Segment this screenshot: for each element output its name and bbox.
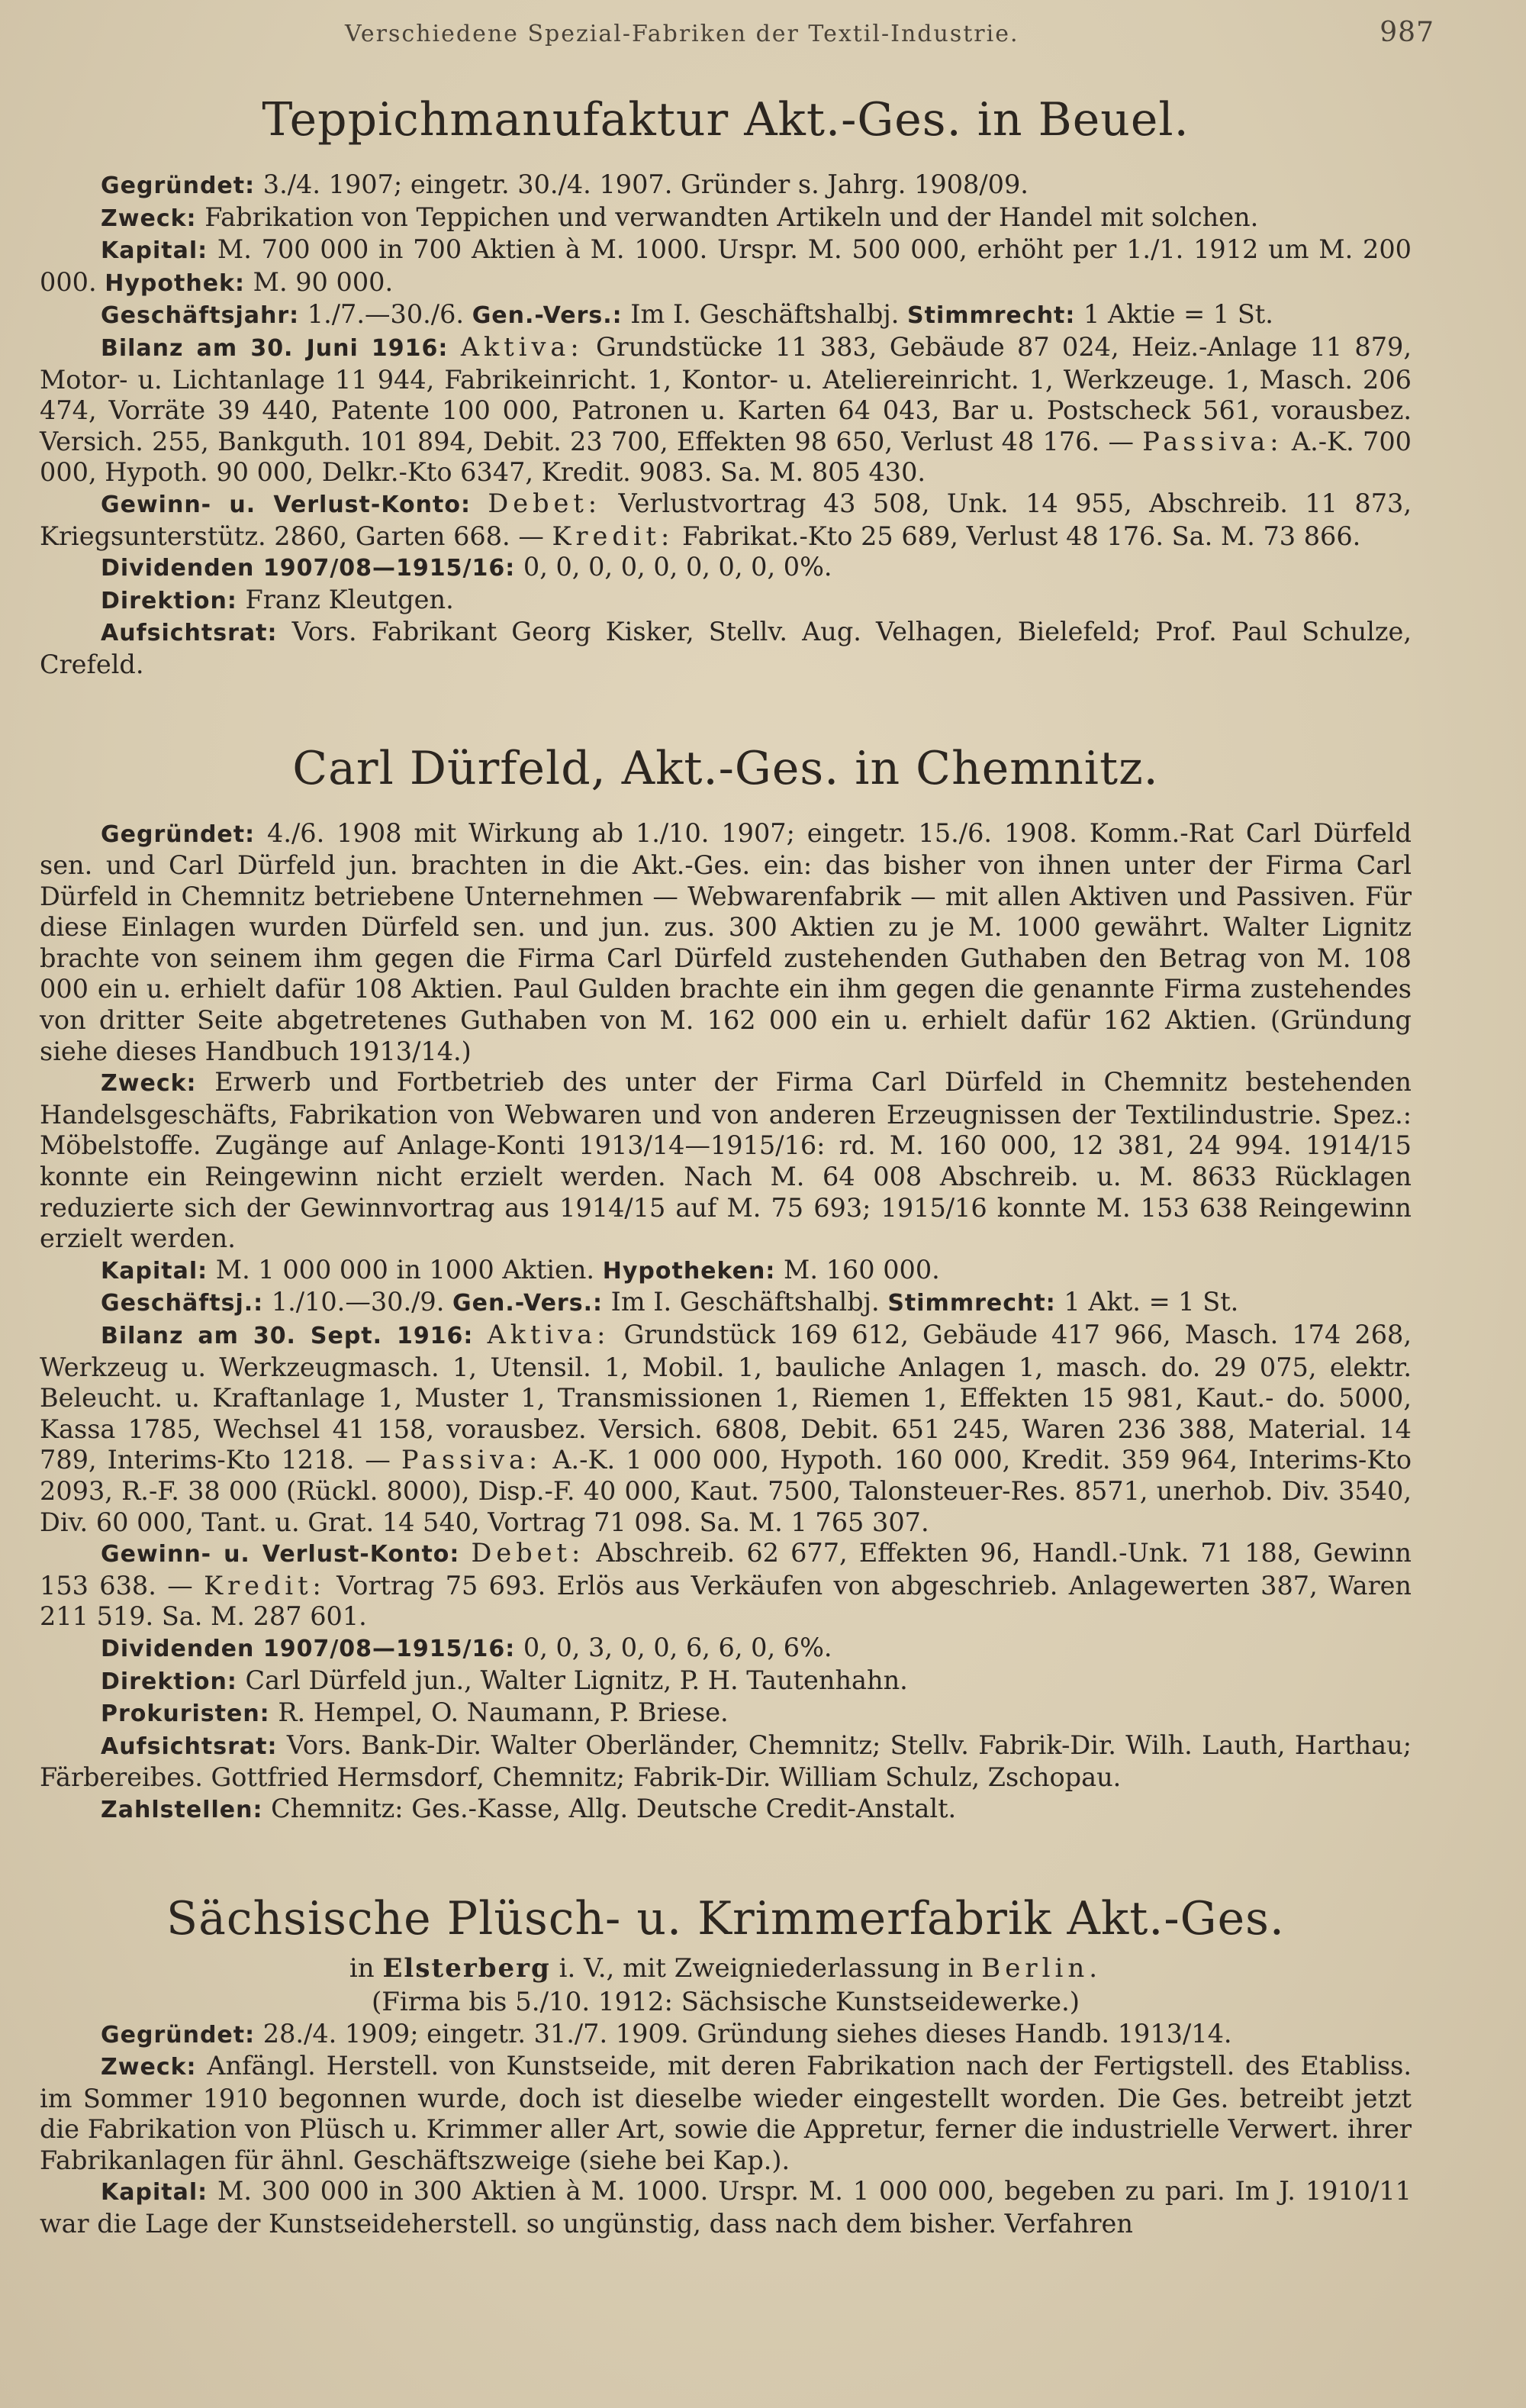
fiscal-year-paragraph: Geschäftsj.: 1./10.—30./9. Gen.-Vers.: Im I. Geschäftshalbj. Stimmrecht: 1 Akt. = 1 St. (101, 1287, 1239, 1317)
purpose-paragraph: Zweck: Erwerb und Fortbetrieb des unter der Firma Carl Dürfeld in Chemnitz bestehenden Handelsgeschäfts, Fabrikation von Webwaren und von anderen Erzeugnissen der Textilindustrie. Spez.: Möbelstoffe. Zugänge auf Anlage-Konti 1913/14—1915/16: rd. M. 160 000, 12 381, 24 994. 1914/15 konnte ein Reingewinn nicht erzielt werden. Nach M. 64 008 Abschreib. u. M. 8633 Rücklagen reduzierte sich der Gewinnvortrag aus 1914/15 auf M. 75 693; 1915/16 konnte M. 153 638 Reingewinn erzielt werden. (40, 1067, 1412, 1254)
capital-paragraph: Kapital: M. 1 000 000 in 1000 Aktien. Hypotheken: M. 160 000. (101, 1254, 940, 1285)
management-paragraph: Direktion: Franz Kleutgen. (101, 584, 454, 614)
company-entry-saechsische-pluesch (40, 1892, 1412, 2240)
section-title: Teppichmanufaktur Akt.-Ges. in Beuel. (262, 93, 1190, 147)
founded-paragraph: Gegründet: 28./4. 1909; eingetr. 31./7. 1909. Gründung siehes dieses Handb. 1913/14. (101, 2018, 1232, 2049)
section-title: Carl Dürfeld, Akt.-Ges. in Chemnitz. (292, 741, 1159, 795)
balance-paragraph: Bilanz am 30. Sept. 1916: Aktiva: Grundstück 169 612, Gebäude 417 966, Masch. 174 268, Werkzeug u. Werkzeugmasch. 1, Utensil. 1, Mobil. 1, bauliche Anlagen 1, masch. do. 29 075, elektr. Beleucht. u. Kraftanlage 1, Muster 1, Transmissionen 1, Riemen 1, Effekten 15 981, Kaut.- do. 5000, Kassa 1785, Wechsel 41 158, vorausbez. Versich. 6808, Debit. 651 245, Waren 236 388, Material. 14 789, Interims-Kto 1218. — Passiva: A.-K. 1 000 000, Hypoth. 160 000, Kredit. 359 964, Interims-Kto 2093, R.-F. 38 000 (Rückl. 8000), Disp.-F. 40 000, Kaut. 7500, Talonsteuer-Res. 8571, unerhob. Div. 3540, Div. 60 000, Tant. u. Grat. 14 540, Vortrag 71 098. Sa. M. 1 765 307. (40, 1320, 1412, 1537)
running-header (40, 17, 1434, 53)
section-title: Sächsische Plüsch- u. Krimmerfabrik Akt.-Ges. (166, 1891, 1285, 1945)
dividends-paragraph: Dividenden 1907/08—1915/16: 0, 0, 0, 0, 0, 0, 0, 0, 0%. (101, 552, 832, 582)
profit-loss-paragraph: Gewinn- u. Verlust-Konto: Debet: Verlustvortrag 43 508, Unk. 14 955, Abschreib. 11 873, Kriegsunterstütz. 2860, Garten 668. — Kredit: Fabrikat.-Kto 25 689, Verlust 48 176. Sa. M. 73 866. (40, 488, 1412, 551)
company-entry-carl-duerfeld (40, 742, 1412, 1826)
founded-paragraph: Gegründet: 4./6. 1908 mit Wirkung ab 1./10. 1907; eingetr. 15./6. 1908. Komm.-Rat Carl Dürfeld sen. und Carl Dürfeld jun. brachten in die Akt.-Ges. ein: das bisher von ihnen unter der Firma Carl Dürfeld in Chemnitz betriebene Unternehmen — Webwarenfabrik — mit allen Aktiven und Passiven. Für diese Einlagen wurden Dürfeld sen. und jun. zus. 300 Aktien zu je M. 1000 gewährt. Walter Lignitz brachte von seinem ihm gegen die Firma Carl Dürfeld zustehenden Guthaben den Betrag von M. 108 000 ein u. erhielt dafür 108 Aktien. Paul Gulden brachte ein ihm gegen die genannte Firma zustehendes von dritter Seite abgetretenes Guthaben von M. 162 000 ein u. erhielt dafür 162 Aktien. (Gründung siehe dieses Handbuch 1913/14.) (40, 817, 1412, 1066)
purpose-paragraph: Zweck: Anfängl. Herstell. von Kunstseide, mit deren Fabrikation nach der Fertigstell. des Etabliss. im Sommer 1910 begonnen wurde, doch ist dieselbe wieder eingestellt worden. Die Ges. betreibt jetzt die Fabrikation von Plüsch u. Krimmer aller Art, sowie die Appretur, ferner die industrielle Verwert. ihrer Fabrikanlagen für ähnl. Geschäftszweige (siehe bei Kap.). (40, 2051, 1412, 2175)
supervisory-board-paragraph: Aufsichtsrat: Vors. Bank-Dir. Walter Oberländer, Chemnitz; Stellv. Fabrik-Dir. Wilh. Lauth, Harthau; Färbereibes. Gottfried Hermsdorf, Chemnitz; Fabrik-Dir. William Schulz, Zschopau. (40, 1729, 1412, 1793)
balance-paragraph: Bilanz am 30. Juni 1916: Aktiva: Grundstücke 11 383, Gebäude 87 024, Heiz.-Anlage 11 879, Motor- u. Lichtanlage 11 944, Fabrikeinricht. 1, Kontor- u. Ateliereinricht. 1, Werkzeuge. 1, Masch. 206 474, Vorräte 39 440, Patente 100 000, Patronen u. Karten 64 043, Bar u. Postscheck 561, vorausbez. Versich. 255, Bankguth. 101 894, Debit. 23 700, Effekten 98 650, Verlust 48 176. — Passiva: A.-K. 700 000, Hypoth. 90 000, Delkr.-Kto 6347, Kredit. 9083. Sa. M. 805 430. (40, 331, 1412, 488)
purpose-paragraph: Zweck: Fabrikation von Teppichen und verwandten Artikeln und der Handel mit solchen. (101, 201, 1259, 232)
supervisory-board-paragraph: Aufsichtsrat: Vors. Fabrikant Georg Kisker, Stellv. Aug. Velhagen, Bielefeld; Prof. Paul Schulze, Crefeld. (40, 617, 1412, 679)
location-line: in Elsterberg i. V., mit Zweigniederlassung in Berlin. (349, 1952, 1103, 1984)
dividends-paragraph: Dividenden 1907/08—1915/16: 0, 0, 3, 0, 0, 6, 6, 0, 6%. (101, 1632, 832, 1662)
capital-paragraph: Kapital: M. 300 000 in 300 Aktien à M. 1000. Urspr. M. 1 000 000, begeben zu pari. Im J. 1910/11 war die Lage der Kunstseideherstell. so ungünstig, dass nach dem bisher. Verfahren (40, 2176, 1412, 2239)
company-entry-teppichmanufaktur (40, 93, 1412, 681)
capital-paragraph: Kapital: M. 700 000 in 700 Aktien à M. 1000. Urspr. M. 500 000, erhöht per 1./1. 1912 um M. 200 000. Hypothek: M. 90 000. (40, 234, 1412, 297)
profit-loss-paragraph: Gewinn- u. Verlust-Konto: Debet: Abschreib. 62 677, Effekten 96, Handl.-Unk. 71 188, Gewinn 153 638. — Kredit: Vortrag 75 693. Erlös aus Verkäufen von abgeschrieb. Anlagewerten 387, Waren 211 519. Sa. M. 287 601. (40, 1538, 1412, 1632)
authorized-officers-paragraph: Prokuristen: R. Hempel, O. Naumann, P. Briese. (101, 1697, 729, 1728)
management-paragraph: Direktion: Carl Dürfeld jun., Walter Lignitz, P. H. Tautenhahn. (101, 1665, 908, 1695)
fiscal-year-paragraph: Geschäftsjahr: 1./7.—30./6. Gen.-Vers.: Im I. Geschäftshalbj. Stimmrecht: 1 Aktie = 1 St. (101, 299, 1273, 330)
running-title: Verschiedene Spezial-Fabriken der Textil-Industrie. (345, 21, 1019, 47)
paying-agents-paragraph: Zahlstellen: Chemnitz: Ges.-Kasse, Allg. Deutsche Credit-Anstalt. (101, 1793, 957, 1823)
former-name-line: (Firma bis 5./10. 1912: Sächsische Kunstseidewerke.) (371, 1986, 1080, 2017)
founded-paragraph: Gegründet: 3./4. 1907; eingetr. 30./4. 1907. Gründer s. Jahrg. 1908/09. (101, 169, 1029, 199)
page-number: 987 (1380, 17, 1434, 48)
